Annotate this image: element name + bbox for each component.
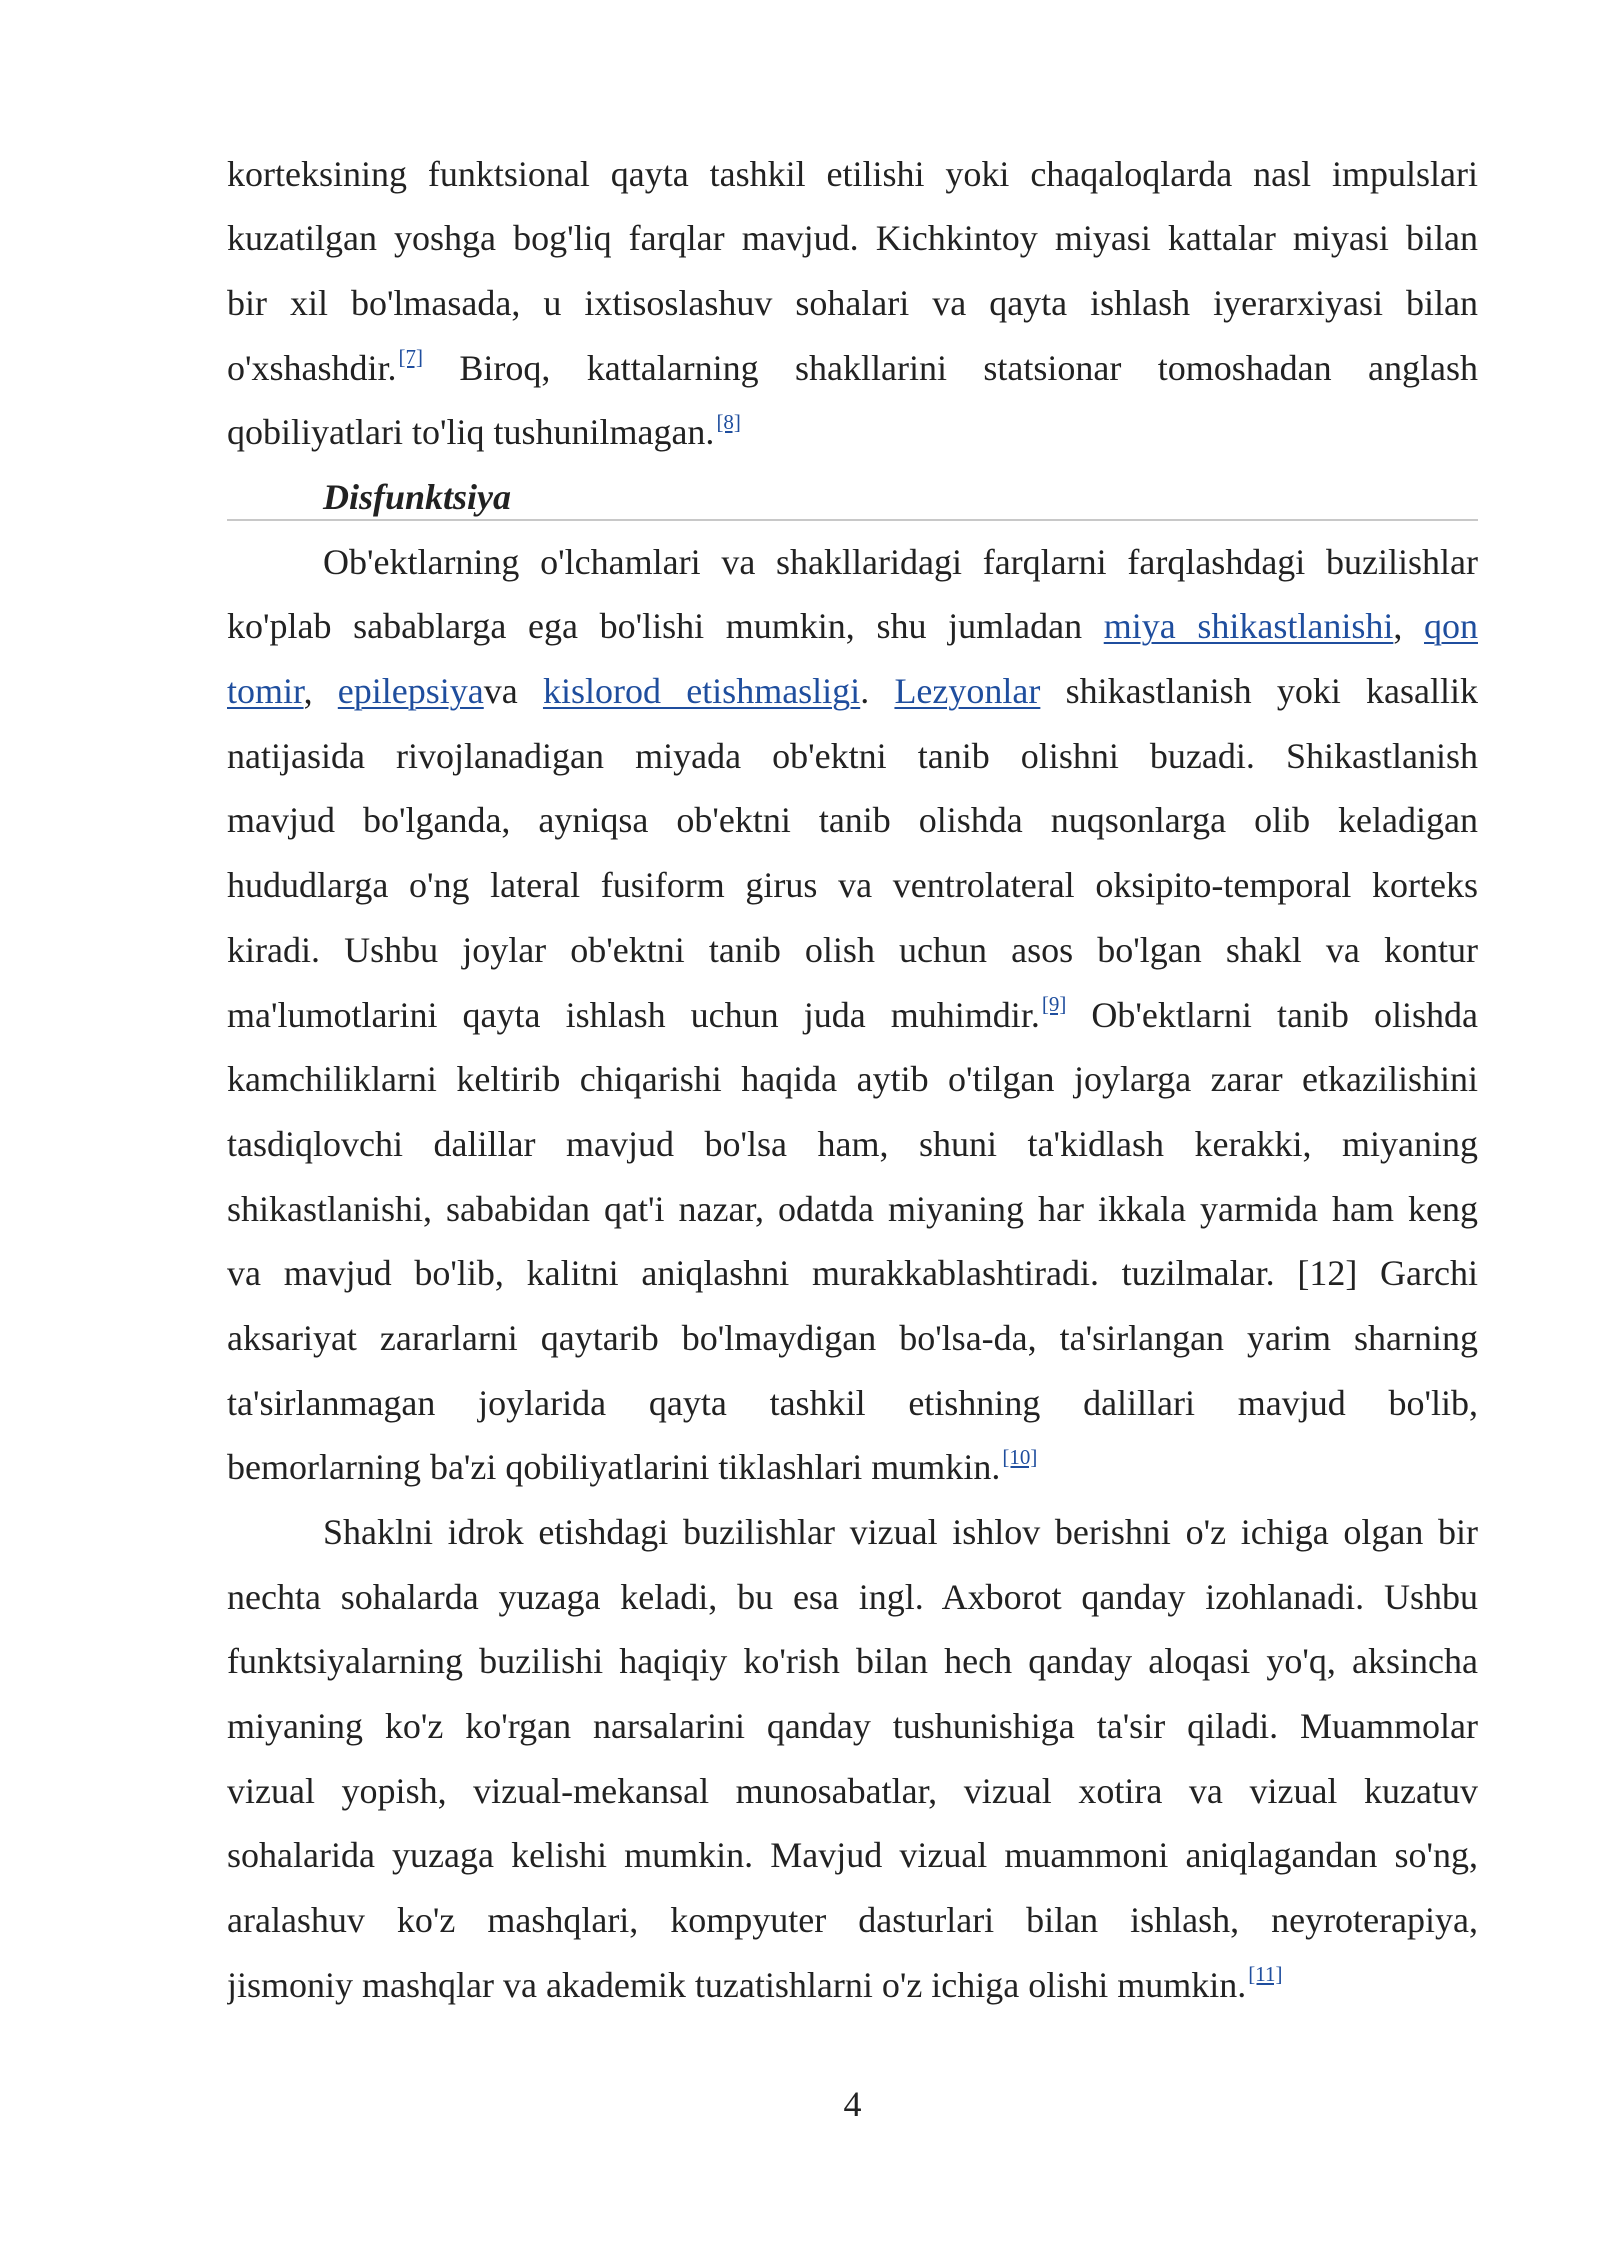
text-line: kuzatilgan yoshga bog'liq farqlar mavjud. Kichkintoy miyasi kattalar miyasi bilan — [227, 218, 1478, 259]
text-segment: bemorlarning ba'zi qobiliyatlarini tiklashlari mumkin. — [227, 1447, 1001, 1488]
link-miya-shikastlanishi[interactable]: miya shikastlanishi — [1103, 606, 1394, 647]
text-segment: ko'plab sabablarga ega bo'lishi mumkin, shu jumladan — [227, 606, 1104, 647]
text-line: aksariyat zararlarni qaytarib bo'lmaydigan bo'lsa-da, ta'sirlangan yarim sharning — [227, 1317, 1478, 1358]
text-line: korteksining funktsional qayta tashkil etilishi yoki chaqaloqlarda nasl impulslari — [227, 153, 1478, 194]
text-line: va mavjud bo'lib, kalitni aniqlashni murakkablashtiradi. tuzilmalar. [12] Garchi — [227, 1253, 1478, 1294]
text-line: miyaning ko'z ko'rgan narsalarini qanday tushunishiga ta'sir qiladi. Muammolar — [227, 1706, 1478, 1747]
text-line — [227, 659, 1478, 724]
text-line: shikastlanishi, sababidan qat'i nazar, odatda miyaning har ikkala yarmida ham keng — [227, 1188, 1478, 1229]
text-line: mavjud bo'lganda, ayniqsa ob'ektni tanib olishda nuqsonlarga olib keladigan — [227, 800, 1478, 841]
text-segment: jismoniy mashqlar va akademik tuzatishlarni o'z ichiga olishi mumkin. — [227, 1964, 1247, 2005]
text-line — [227, 594, 1478, 659]
text-line: tasdiqlovchi dalillar mavjud bo'lsa ham, shuni ta'kidlash kerakki, miyaning — [227, 1123, 1478, 1164]
footnote-ref-11[interactable]: [11] — [1248, 1962, 1283, 1987]
heading-rule — [227, 519, 1478, 521]
text-segment: qobiliyatlari to'liq tushunilmagan. — [227, 412, 715, 453]
text-segment: o'xshashdir. — [227, 347, 397, 388]
footnote-ref-7[interactable]: [7] — [398, 344, 423, 369]
text-line: hududlarga o'ng lateral fusiform girus va ventrolateral oksipito-temporal korteks — [227, 865, 1478, 906]
text-line — [227, 1953, 1478, 2018]
footnote-ref-9[interactable]: [9] — [1041, 991, 1067, 1016]
page-number: 4 — [843, 2084, 862, 2124]
text-line — [227, 1435, 1478, 1500]
text-segment: . — [860, 671, 895, 712]
text-line: Shaklni idrok etishdagi buzilishlar vizual ishlov berishni o'z ichiga olgan bir — [323, 1512, 1478, 1553]
text-line: nechta sohalarda yuzaga keladi, bu esa ingl. Axborot qanday izohlanadi. Ushbu — [227, 1576, 1478, 1617]
text-line: Ob'ektlarning o'lchamlari va shakllaridagi farqlarni farqlashdagi buzilishlar — [323, 541, 1478, 582]
link-qon-tomir[interactable]: tomir — [227, 671, 304, 712]
section-heading: Disfunktsiya — [323, 477, 512, 518]
text-segment: , — [1393, 606, 1425, 647]
text-segment: ma'lumotlarini qayta ishlash uchun juda muhimdir. — [227, 994, 1040, 1035]
footnote-ref-8[interactable]: [8] — [716, 409, 741, 434]
text-segment: Ob'ektlarni tanib olishda — [1066, 994, 1478, 1035]
text-line: vizual yopish, vizual-mekansal munosabatlar, vizual xotira va vizual kuzatuv — [227, 1770, 1478, 1811]
text-line: funktsiyalarning buzilishi haqiqiy ko'rish bilan hech qanday aloqasi yo'q, aksincha — [227, 1641, 1478, 1682]
text-segment: shikastlanish yoki kasallik — [1040, 671, 1478, 712]
text-segment: Biroq, kattalarning shakllarini statsionar tomoshadan anglash — [423, 347, 1478, 388]
text-line — [227, 983, 1478, 1048]
paragraph-3 — [227, 1500, 1478, 2018]
link-kislorod-etishmasligi[interactable]: kislorod etishmasligi — [542, 671, 861, 712]
text-line — [227, 400, 1478, 465]
text-line: natijasida rivojlanadigan miyada ob'ektni tanib olishni buzadi. Shikastlanish — [227, 735, 1478, 776]
text-line: aralashuv ko'z mashqlari, kompyuter dasturlari bilan ishlash, neyroterapiya, — [227, 1900, 1478, 1941]
text-line: sohalarida yuzaga kelishi mumkin. Mavjud vizual muammoni aniqlagandan so'ng, — [227, 1835, 1478, 1876]
paragraph-1 — [227, 142, 1478, 465]
link-lezyonlar[interactable]: Lezyonlar — [894, 671, 1041, 712]
text-segment: , — [303, 671, 338, 712]
text-line: kamchiliklarni keltirib chiqarishi haqida aytib o'tilgan joylarga zarar etkazilishini — [227, 1059, 1478, 1100]
footnote-ref-10[interactable]: [10] — [1002, 1444, 1038, 1469]
text-segment: va — [483, 671, 543, 712]
paragraph-2 — [227, 530, 1478, 1500]
text-line: kiradi. Ushbu joylar ob'ektni tanib olish uchun asos bo'lgan shakl va kontur — [227, 929, 1478, 970]
text-line — [227, 336, 1478, 401]
text-line: ta'sirlanmagan joylarida qayta tashkil etishning dalillari mavjud bo'lib, — [227, 1382, 1478, 1423]
text-line: bir xil bo'lmasada, u ixtisoslashuv sohalari va qayta ishlash iyerarxiyasi bilan — [227, 282, 1478, 323]
link-qon-tomir[interactable]: qon — [1424, 606, 1478, 647]
link-epilepsiya[interactable]: epilepsiya — [337, 671, 484, 712]
document-body — [227, 142, 1478, 2018]
